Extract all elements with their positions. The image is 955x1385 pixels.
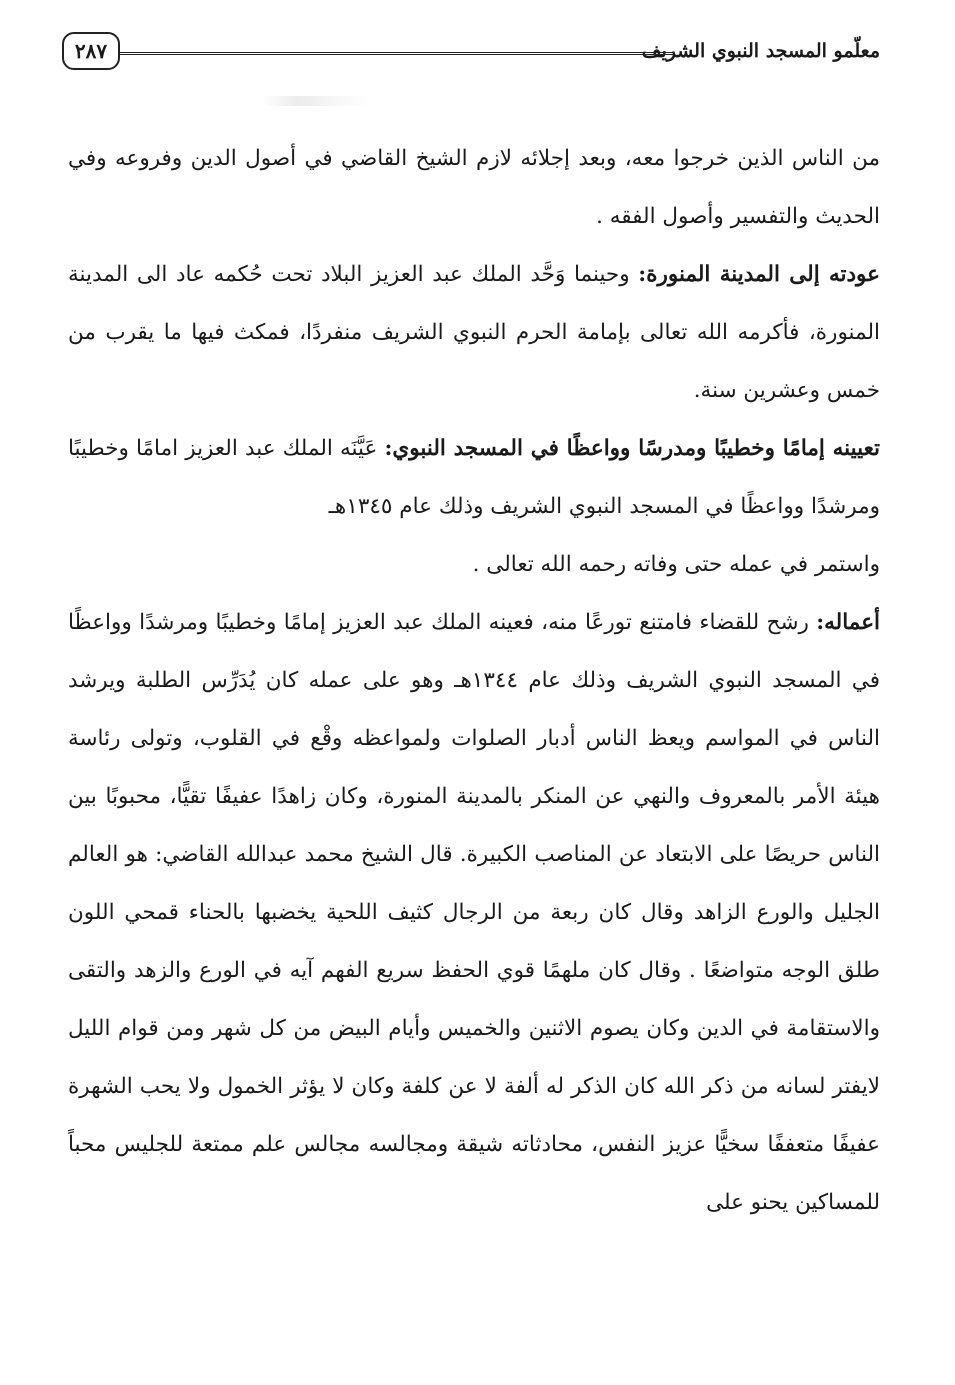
paragraph-continued [68, 536, 880, 594]
works-heading: أعماله: [816, 610, 880, 635]
paragraph-1 [68, 130, 880, 246]
return-to-madinah-text: وحينما وَحَّد الملك عبد العزيز البلاد تحت حُكمه عاد الى المدينة المنورة، فأكرمه الله تعالى بإمامة الحرم النبوي الشريف منفردًا، فمكث فيها ما يقرب من خمس وعشرين سنة. [68, 262, 880, 403]
works-text: رشح للقضاء فامتنع تورعًا منه، فعينه الملك عبد العزيز إمامًا وخطيبًا ومرشدًا وواعظًا في المسجد النبوي الشريف وذلك عام ١٣٤٤هـ وهو على عمله كان يُدَرِّس الطلبة ويرشد الناس في المواسم ويعظ الناس أدبار الصلوات ولمواعظه وقْع في القلوب، وتولى رئاسة هيئة الأمر بالمعروف والنهي عن المنكر بالمدينة المنورة، وكان زاهدًا عفيفًا تقيًّا، محبوبًا بين الناس حريصًا على الابتعاد عن المناصب الكبيرة. قال الشيخ محمد عبدالله القاضي: هو العالم الجليل والورع الزاهد وقال كان ربعة من الرجال كثيف اللحية يخضبها بالحناء قمحي اللون طلق الوجه متواضعًا . وقال كان ملهمًا قوي الحفظ سريع الفهم آيه في الورع والزهد والتقى والاستقامة في الدين وكان يصوم الاثنين والخميس وأيام البيض من كل شهر ومن قوام الليل لايفتر لسانه من ذكر الله كان الذكر له ألفة لا عن كلفة وكان لا يؤثر الخمول ولا يحب الشهرة عفيفًا متعففًا سخيًّا عزيز النفس، محادثاته شيقة ومجالسه مجالس علم ممتعة للجليس محباً للمساكين يحنو على [68, 610, 880, 1215]
running-header [62, 30, 880, 74]
appointment-text: عَيَّنَه الملك عبد العزيز امامًا وخطيبًا ومرشدًا وواعظًا في المسجد النبوي الشريف وذلك عام ١٣٤٥هـ [68, 436, 880, 519]
continued-text: واستمر في عمله حتى وفاته رحمه الله تعالى . [472, 552, 880, 577]
paragraph-works [68, 594, 880, 1232]
paragraph-1-text: من الناس الذين خرجوا معه، وبعد إجلائه لازم الشيخ القاضي في أصول الدين وفروعه وفي الحديث والتفسير وأصول الفقه . [68, 146, 880, 229]
scan-artifact [262, 96, 372, 106]
page-number-box [62, 32, 120, 70]
paragraph-return-to-madinah [68, 246, 880, 420]
page-number: ٢٨٧ [74, 39, 108, 63]
paragraph-appointment [68, 420, 880, 536]
return-to-madinah-heading: عودته إلى المدينة المنورة: [638, 262, 880, 287]
header-rule [120, 52, 674, 55]
running-title: معلّمو المسجد النبوي الشريف [641, 40, 880, 62]
appointment-heading: تعيينه إمامًا وخطيبًا ومدرسًا وواعظًا في المسجد النبوي: [384, 436, 880, 461]
body-text [68, 130, 880, 1232]
